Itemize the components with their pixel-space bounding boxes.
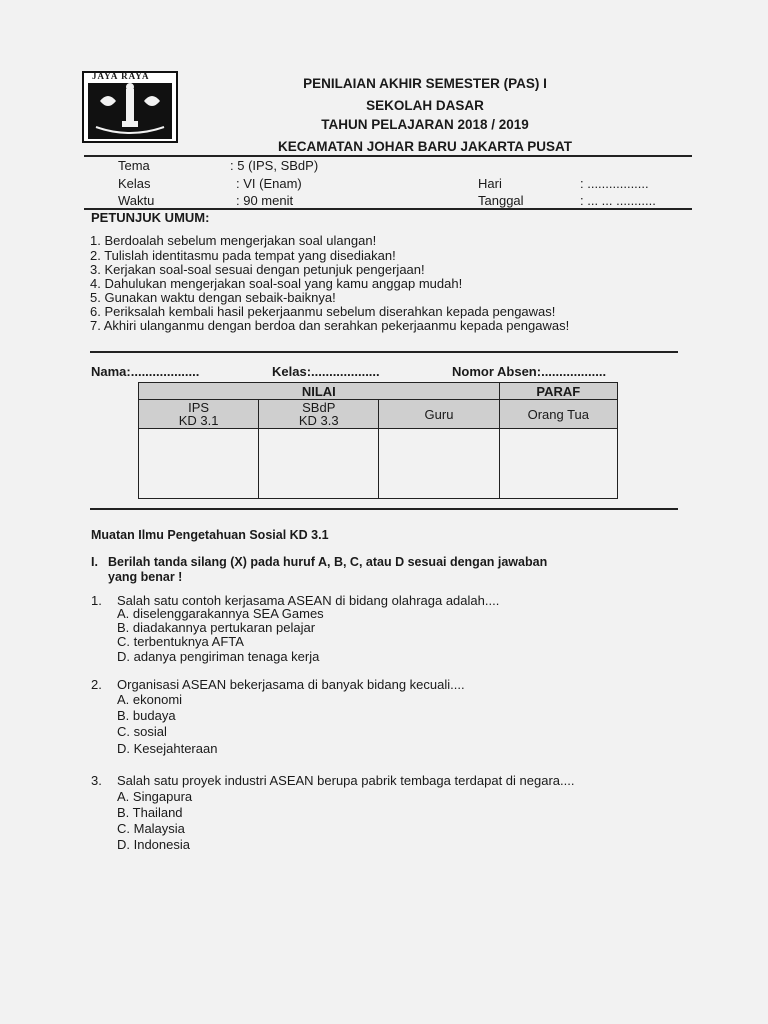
nomor-absen-field[interactable]: Nomor Absen:..................: [452, 364, 607, 379]
waktu-label: Waktu: [118, 193, 155, 208]
header-divider: [84, 155, 692, 157]
kelas-label: Kelas: [118, 176, 151, 191]
answer-option[interactable]: B. budaya: [117, 708, 176, 723]
petunjuk-item: 2. Tulislah identitasmu pada tempat yang disediakan!: [90, 248, 396, 263]
logo-text: JAYA RAYA: [92, 71, 150, 81]
answer-option[interactable]: D. adanya pengiriman tenaga kerja: [117, 649, 320, 664]
petunjuk-item: 3. Kerjakan soal-soal sesuai dengan petunjuk pengerjaan!: [90, 262, 425, 277]
question-number: 1.: [91, 593, 102, 608]
answer-option[interactable]: C. sosial: [117, 724, 167, 739]
answer-option[interactable]: D. Kesejahteraan: [117, 741, 218, 756]
petunjuk-item: 1. Berdoalah sebelum mengerjakan soal ulangan!: [90, 233, 377, 248]
question-number: 3.: [91, 773, 102, 788]
petunjuk-item: 6. Periksalah kembali hasil pekerjaanmu sebelum diserahkan kepada pengawas!: [90, 304, 556, 319]
answer-option[interactable]: C. Malaysia: [117, 821, 185, 836]
question-text: Salah satu contoh kerjasama ASEAN di bidang olahraga adalah....: [117, 593, 500, 608]
petunjuk-item: 7. Akhiri ulanganmu dengan berdoa dan serahkan pekerjaanmu kepada pengawas!: [90, 318, 570, 333]
header-line-4: KECAMATAN JOHAR BARU JAKARTA PUSAT: [278, 139, 572, 154]
instruction-line-1: Berilah tanda silang (X) pada huruf A, B, C, atau D sesuai dengan jawaban: [108, 555, 548, 569]
kelas-field[interactable]: Kelas:...................: [272, 364, 380, 379]
guru-signature-cell[interactable]: [379, 429, 499, 499]
jakarta-emblem-icon: [82, 71, 178, 143]
answer-option[interactable]: A. Singapura: [117, 789, 193, 804]
tanggal-value: : ... ... ...........: [580, 193, 656, 208]
orang-tua-header: Orang Tua: [499, 400, 617, 429]
paraf-header: PARAF: [499, 383, 617, 400]
header-line-3: TAHUN PELAJARAN 2018 / 2019: [321, 117, 529, 132]
kelas-value: : VI (Enam): [236, 176, 302, 191]
ips-kd-label: KD 3.1: [178, 413, 219, 428]
ips-header: [139, 400, 259, 429]
answer-option[interactable]: B. diadakannya pertukaran pelajar: [117, 620, 316, 635]
nama-field[interactable]: Nama:...................: [91, 364, 200, 379]
tema-label: Tema: [118, 158, 150, 173]
answer-option[interactable]: D. Indonesia: [117, 837, 190, 852]
instruction-line-2: yang benar !: [108, 570, 183, 584]
question-text: Organisasi ASEAN bekerjasama di banyak bidang kecuali....: [117, 677, 465, 692]
header-line-1: PENILAIAN AKHIR SEMESTER (PAS) I: [303, 76, 547, 91]
tanggal-label: Tanggal: [478, 193, 524, 208]
answer-option[interactable]: C. terbentuknya AFTA: [117, 634, 244, 649]
petunjuk-item: 5. Gunakan waktu dengan sebaik-baiknya!: [90, 290, 336, 305]
petunjuk-title: PETUNJUK UMUM:: [91, 210, 210, 225]
petunjuk-item: 4. Dahulukan mengerjakan soal-soal yang kamu anggap mudah!: [90, 276, 463, 291]
header-line-2: SEKOLAH DASAR: [366, 98, 484, 113]
sbdp-score-cell[interactable]: [259, 429, 379, 499]
sbdp-label: SBdP: [302, 400, 336, 415]
section-title: Muatan Ilmu Pengetahuan Sosial KD 3.1: [91, 528, 329, 542]
answer-option[interactable]: B. Thailand: [117, 805, 183, 820]
question-number: 2.: [91, 677, 102, 692]
waktu-value: : 90 menit: [236, 193, 294, 208]
instruction-number: I.: [91, 555, 98, 569]
score-table: [138, 382, 618, 499]
hari-label: Hari: [478, 176, 502, 191]
sbdp-kd-label: KD 3.3: [298, 413, 339, 428]
answer-option[interactable]: A. ekonomi: [117, 692, 183, 707]
ips-score-cell[interactable]: [139, 429, 259, 499]
hari-value: : .................: [580, 176, 649, 191]
tema-value: : 5 (IPS, SBdP): [230, 158, 319, 173]
question-text: Salah satu proyek industri ASEAN berupa pabrik tembaga terdapat di negara....: [117, 773, 575, 788]
orang-tua-signature-cell[interactable]: [499, 429, 617, 499]
identity-bottom-divider: [90, 508, 678, 510]
ips-label: IPS: [188, 400, 210, 415]
answer-option[interactable]: A. diselenggarakannya SEA Games: [117, 606, 324, 621]
sbdp-header: [259, 400, 379, 429]
guru-header: Guru: [379, 400, 499, 429]
nilai-header: NILAI: [139, 383, 500, 400]
identity-top-divider: [90, 351, 678, 353]
